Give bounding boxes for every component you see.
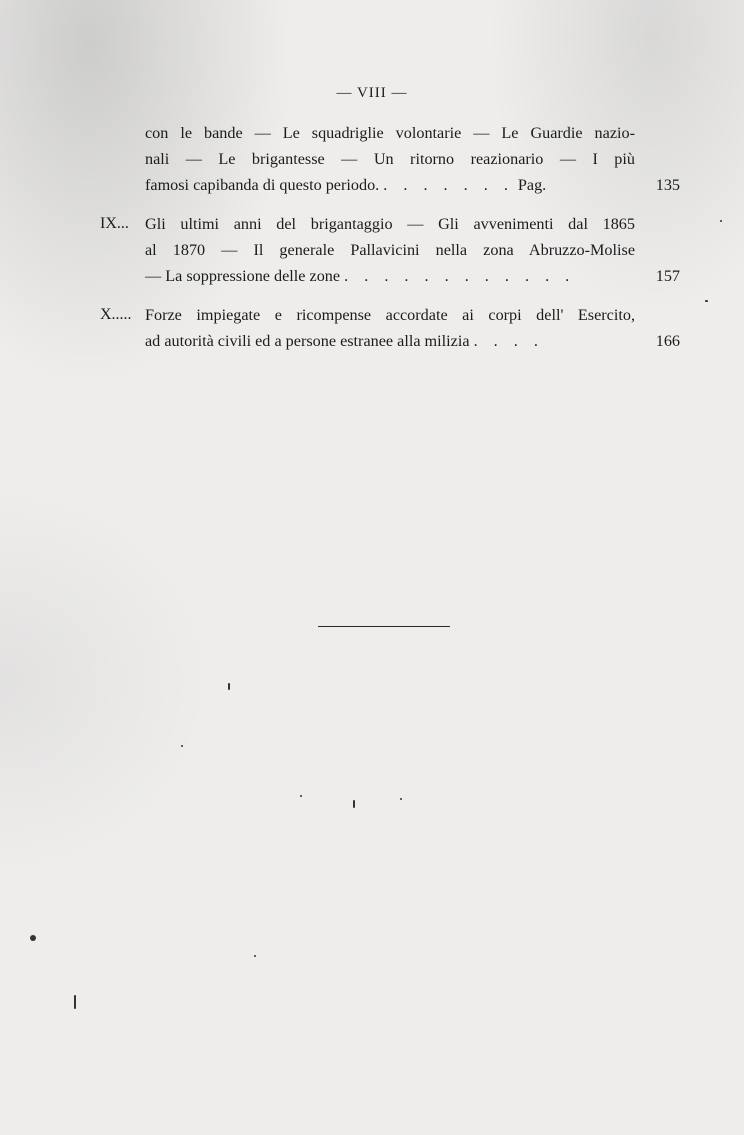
paper-speck [400,798,402,800]
description-last-line [145,328,635,354]
dot-leader: . . . . [473,332,544,350]
page-reference: 166 [655,332,680,350]
paper-speck [74,995,76,1009]
chapter-numeral: X..... [100,306,132,323]
description-last-line [145,172,635,198]
pag-label: Pag. [517,176,547,194]
paper-speck [228,683,230,690]
description-text: ad autorità civili ed a persone estranee alla milizia [145,332,470,350]
chapter-numeral: IX... [100,215,129,232]
description-line: Gli ultimi anni del brigantaggio — Gli avvenimenti dal 1865 [145,215,635,233]
page-reference: 157 [655,267,680,285]
description-line: Forze impiegate e ricompense accordate ai corpi dell' Esercito, [145,306,635,324]
paper-speck [181,745,183,747]
page-number: — VIII — [336,85,408,101]
dot-leader: . . . . . . . . . . . . [344,267,576,285]
toc-entry-x [100,302,680,354]
dot-leader: . . . . . . . [383,176,514,194]
description-line: al 1870 — Il generale Pallavicini nella zona Abruzzo-Molise [145,241,635,259]
chapter-description [145,120,635,198]
paper-speck [300,795,302,797]
description-text: famosi capibanda di questo periodo. [145,176,380,194]
paper-speck [705,300,708,302]
description-text: — La soppressione delle zone [145,267,341,285]
chapter-description [145,211,635,289]
chapter-description [145,302,635,354]
toc-entry-continued [100,120,680,198]
table-of-contents [100,120,680,367]
paper-speck [30,935,36,941]
horizontal-rule [318,626,450,627]
description-last-line [145,263,635,289]
page-reference: 135 [655,176,680,194]
paper-speck [353,800,355,808]
toc-entry-ix [100,211,680,289]
paper-speck [254,955,256,957]
paper-speck [720,220,722,222]
description-line: nali — Le brigantesse — Un ritorno reazionario — I più [145,150,635,168]
description-line: con le bande — Le squadriglie volontarie — Le Guardie nazio- [145,124,635,142]
